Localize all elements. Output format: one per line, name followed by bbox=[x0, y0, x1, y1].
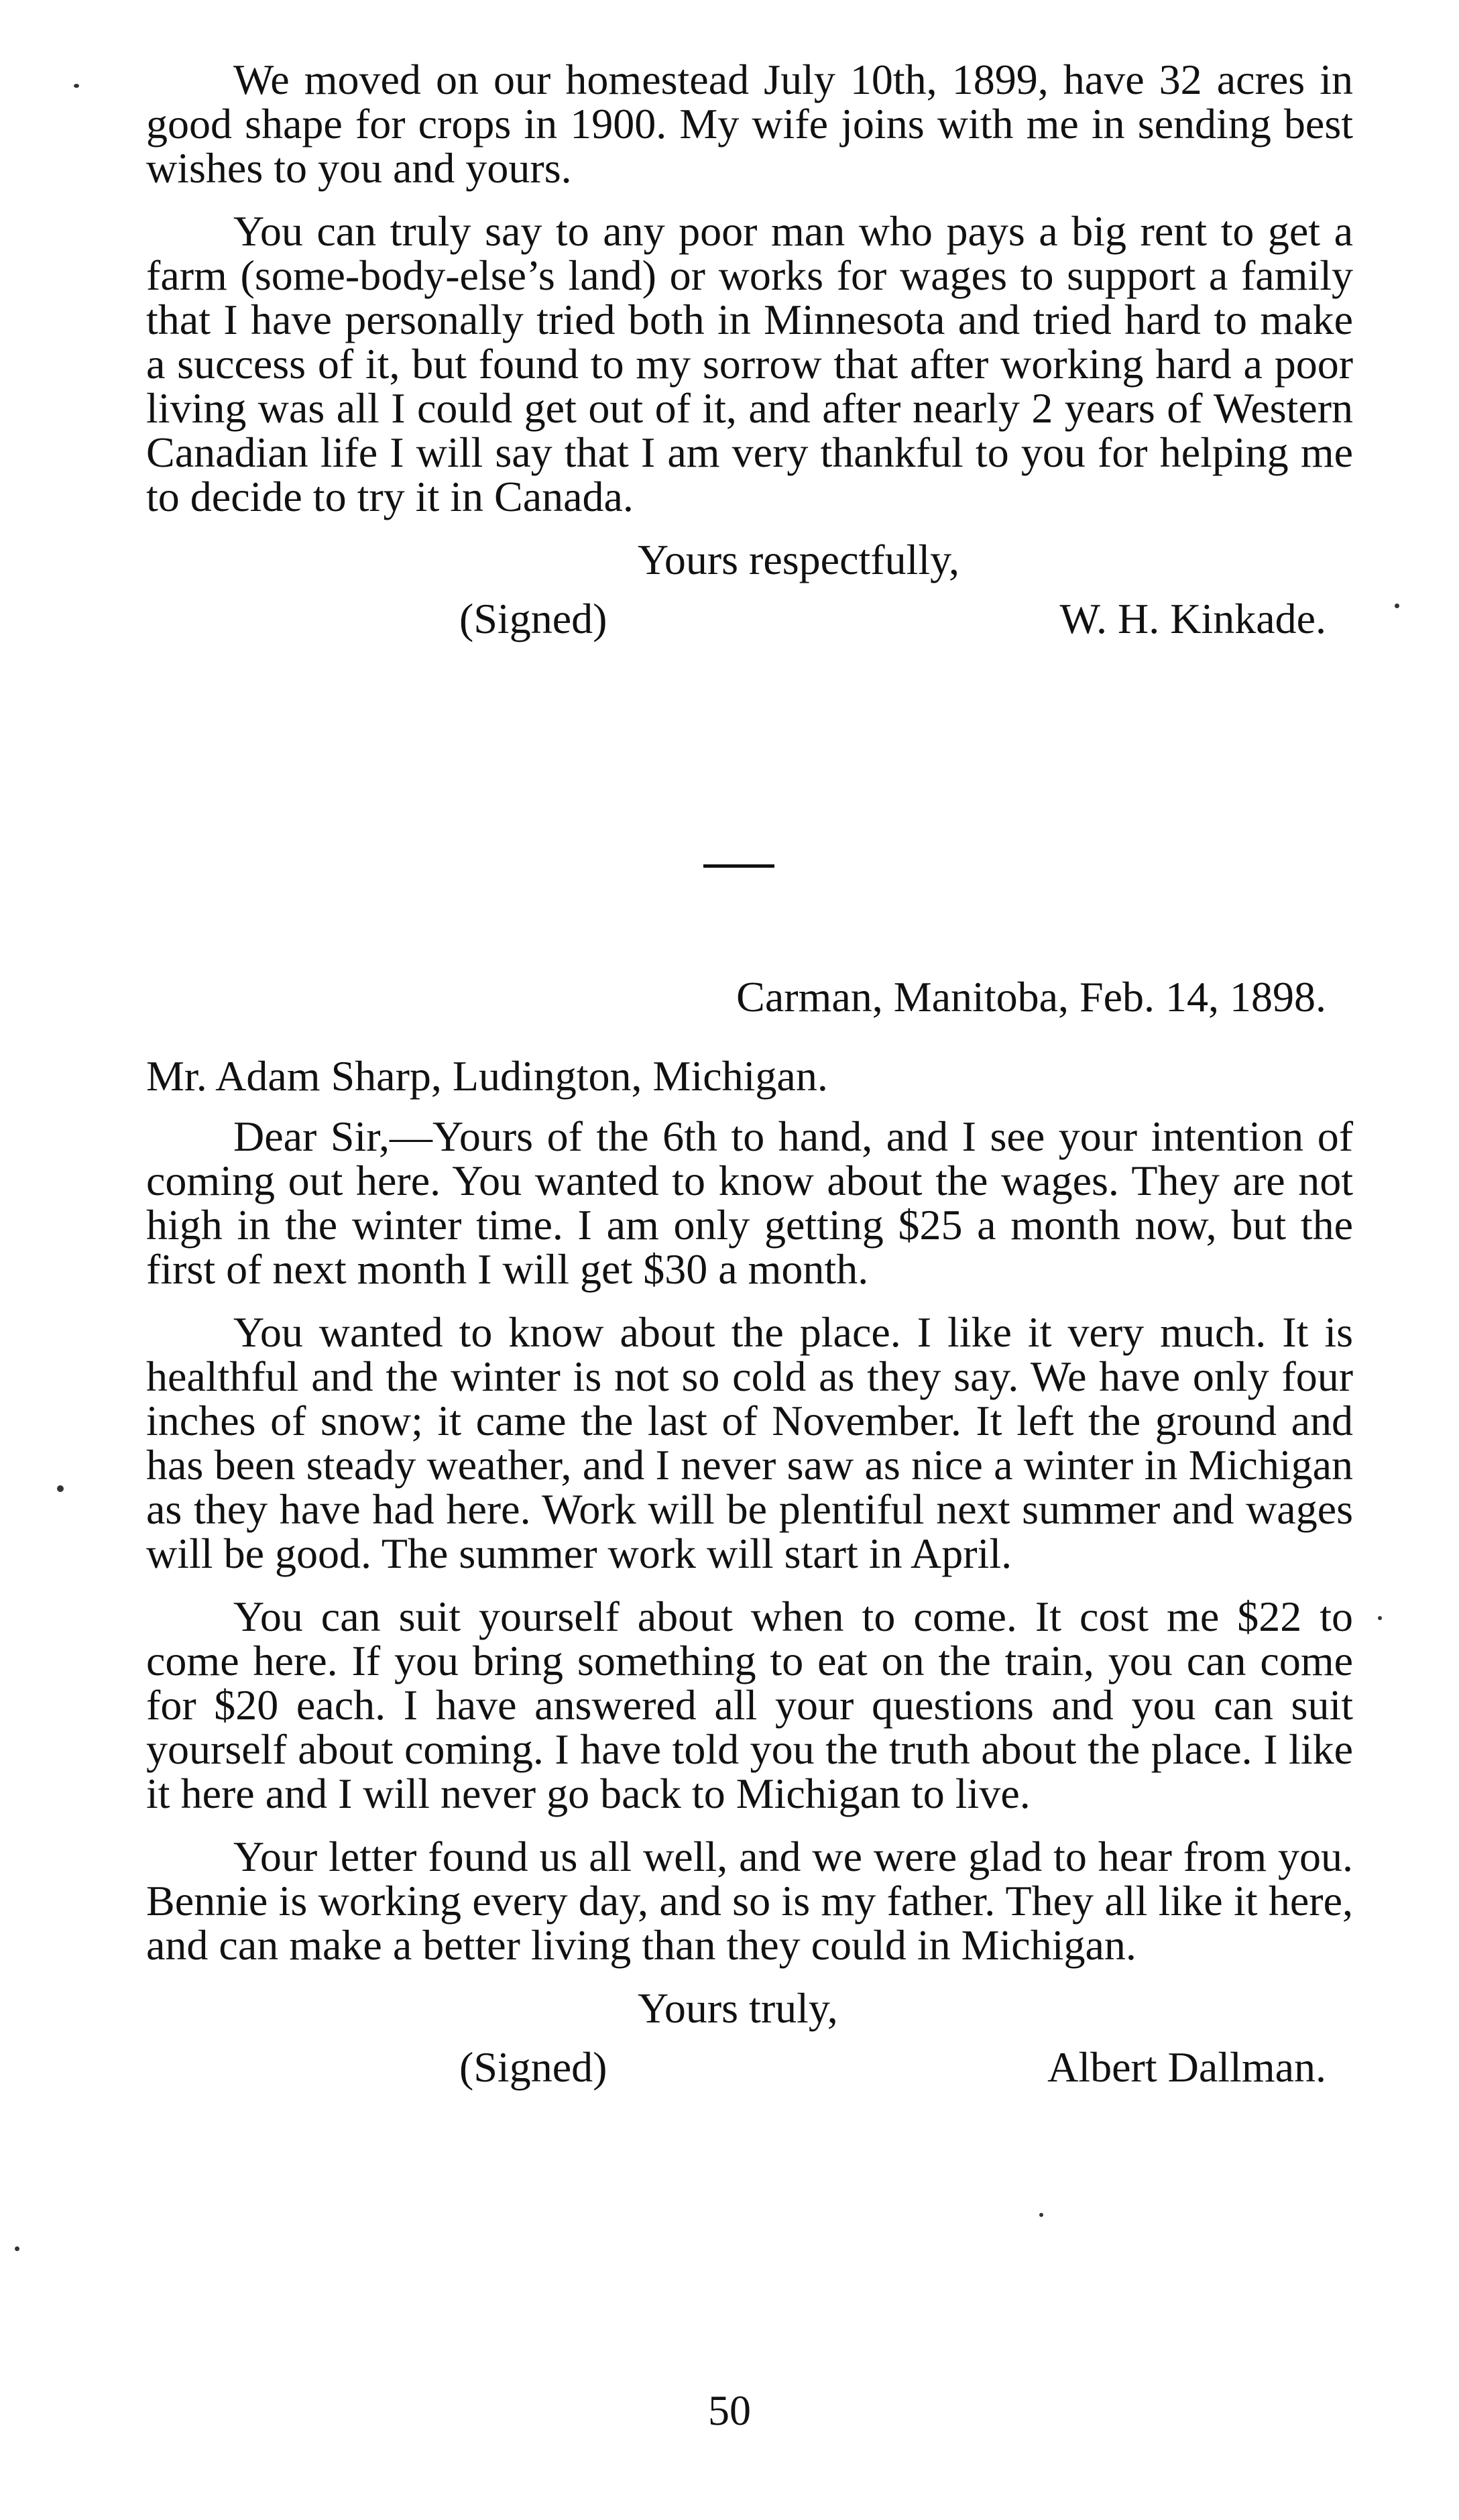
letter2-dateline: Carman, Manitoba, Feb. 14, 1898. bbox=[736, 973, 1326, 1021]
scan-speck bbox=[1039, 2213, 1043, 2217]
letter1-paragraph-1: We moved on our homestead July 10th, 1899, have 32 acres in good shape for crops in 1900. My wife joins with me in sending best wishes to you and yours. bbox=[146, 56, 1353, 192]
letter1-signature: W. H. Kinkade. bbox=[1059, 595, 1326, 642]
letter1-closing: Yours respectfully, bbox=[638, 536, 959, 583]
letter1-signature-line bbox=[146, 597, 1353, 641]
letter2-signed-label: (Signed) bbox=[459, 2043, 607, 2091]
letter2-paragraph-3: You can suit yourself about when to come. It cost me $22 to come here. If you bring something to eat on the train, you can come for $20 each. I have answered all your questions and you can suit yourself about coming. I have told you the truth about the place. I like it here and I will never go back to Michigan to live. bbox=[146, 1593, 1353, 1817]
scan-speck bbox=[57, 1485, 64, 1492]
letter2-paragraph-1: Dear Sir,—Yours of the 6th to hand, and I see your intention of coming out here. You wanted to know about the wages. They are not high in the winter time. I am only getting $25 a month now, but the first of next month I will get $30 a month. bbox=[146, 1112, 1353, 1293]
letter2-addressee: Mr. Adam Sharp, Ludington, Michigan. bbox=[146, 1052, 828, 1100]
letter1-signed-label: (Signed) bbox=[459, 595, 607, 642]
scan-speck bbox=[1395, 604, 1399, 608]
letter2-signature-line bbox=[146, 2045, 1353, 2089]
letter2-paragraph-2: You wanted to know about the place. I like it very much. It is healthful and the winter is not so cold as they say. We have only four inches of snow; it came the last of November. It left the ground and has been steady weather, and I never saw as nice a winter in Michigan as they have had here. Work will be plentiful next summer and wages will be good. The summer work will start in April. bbox=[146, 1308, 1353, 1577]
scan-speck bbox=[15, 2246, 19, 2251]
scan-speck bbox=[74, 84, 79, 88]
letter1-paragraph-2: You can truly say to any poor man who pays a big rent to get a farm (some-body-else’s land) or works for wages to support a family that I have personally tried both in Minnesota and tried hard to make a success of it, but found to my sorrow that after working hard a poor living was all I could get out of it, and after nearly 2 years of Western Canadian life I will say that I am very thankful to you for helping me to decide to try it in Canada. bbox=[146, 207, 1353, 520]
letter2-closing: Yours truly, bbox=[638, 1984, 838, 2032]
scan-speck bbox=[1378, 1616, 1382, 1620]
letter-dallman bbox=[146, 975, 1353, 2089]
letter2-signature: Albert Dallman. bbox=[1047, 2043, 1326, 2091]
letter2-paragraph-4: Your letter found us all well, and we were glad to hear from you. Bennie is working every day, and so is my father. They all like it here, and can make a better living than they could in Michigan. bbox=[146, 1833, 1353, 1969]
page-number: 50 bbox=[708, 2387, 751, 2434]
letter-kinkade bbox=[146, 58, 1353, 641]
section-divider bbox=[703, 864, 774, 868]
